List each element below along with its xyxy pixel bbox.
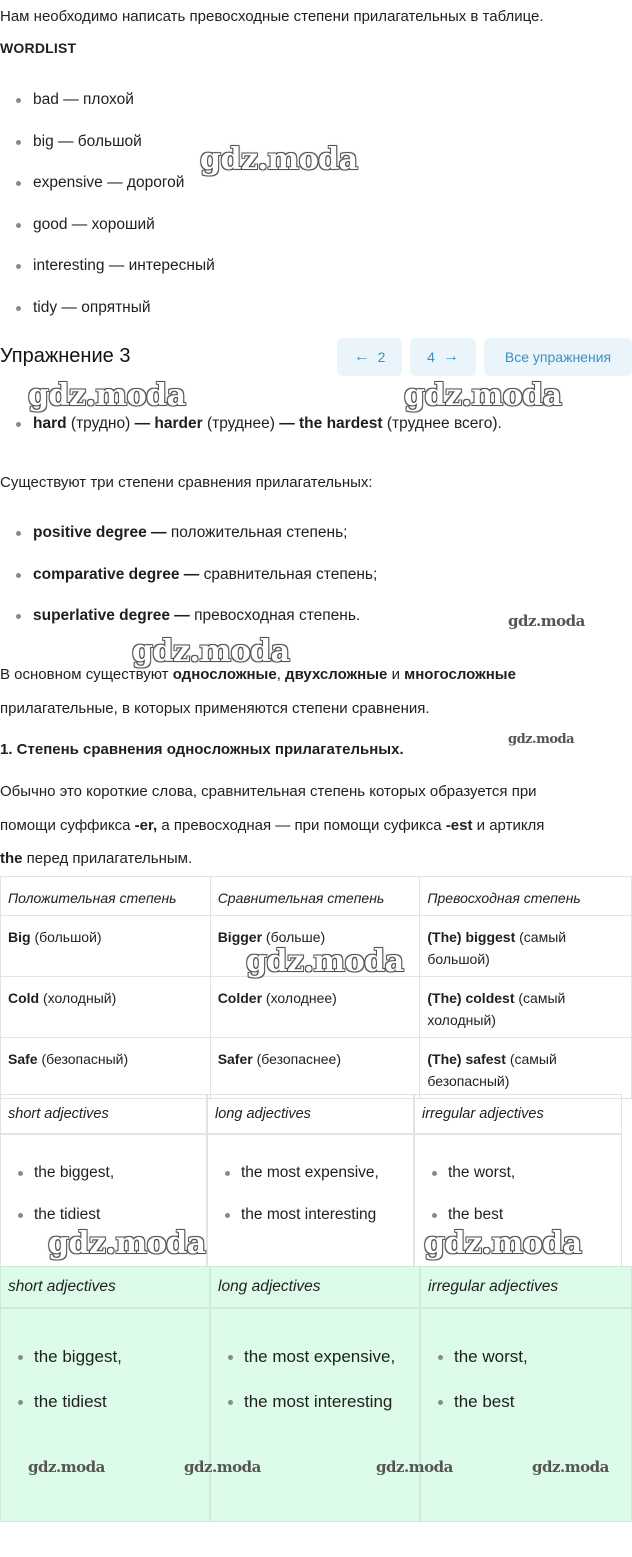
answer-table: [0, 1266, 632, 1522]
next-exercise-button[interactable]: [410, 338, 476, 376]
list-item: tidy — опрятный: [0, 298, 215, 340]
watermark-logo: gdz.moda: [508, 612, 585, 630]
list-item: the tidiest: [8, 1384, 202, 1420]
example-translation: (трудно): [70, 415, 131, 432]
table-cell: Bigger (больше): [210, 916, 420, 977]
example-translation: (труднее): [206, 415, 275, 432]
column-header: Сравнительная степень: [210, 877, 420, 916]
table-cell: Safer (безопаснее): [210, 1038, 420, 1099]
list-item: the biggest,: [8, 1339, 202, 1375]
watermark-logo: gdz.moda: [200, 142, 358, 177]
watermark-logo: gdz.moda: [132, 634, 290, 669]
column-header: short adjectives: [0, 1266, 210, 1308]
wordlist-title: WORDLIST: [0, 40, 77, 56]
arrow-left-icon: ←: [353, 348, 370, 365]
bold-term: двухсложные: [285, 666, 388, 683]
list-item: interesting — интересный: [0, 256, 215, 298]
table-cell: [420, 1308, 632, 1522]
list-item: [0, 606, 377, 648]
all-exercises-button[interactable]: [484, 338, 632, 376]
degree-term: positive degree —: [33, 524, 167, 541]
list-item: the most interesting: [215, 1205, 406, 1247]
wordlist: [0, 90, 215, 340]
watermark-logo: gdz.moda: [28, 1458, 105, 1476]
suffix: -er,: [134, 817, 158, 834]
example-word: the hardest: [299, 415, 383, 432]
list-item: the worst,: [428, 1339, 624, 1375]
example-word: hard: [33, 415, 67, 432]
watermark-logo: gdz.moda: [508, 732, 575, 747]
table-cell: [210, 1308, 420, 1522]
table-cell: (The) safest (самый безопасный): [420, 1038, 632, 1099]
text: помощи суффикса: [0, 817, 131, 834]
prev-exercise-button[interactable]: [337, 338, 402, 376]
watermark-logo: gdz.moda: [246, 944, 404, 979]
table-cell: (The) biggest (самый большой): [420, 916, 632, 977]
column-header: irregular adjectives: [414, 1094, 622, 1134]
intro-text: Нам необходимо написать превосходные степени прилагательных в таблице.: [0, 8, 544, 25]
table-cell: Colder (холоднее): [210, 977, 420, 1038]
bold-term: многосложные: [404, 666, 516, 683]
table-header-row: [1, 877, 632, 916]
column-header: short adjectives: [0, 1094, 207, 1134]
all-exercises-label: Все упражнения: [504, 349, 612, 365]
watermark-logo: gdz.moda: [424, 1226, 582, 1261]
list-item: the most expensive,: [215, 1163, 406, 1205]
list-item: bad — плохой: [0, 90, 215, 132]
table-cell: (The) coldest (самый холодный): [420, 977, 632, 1038]
types-paragraph-line2: прилагательные, в которых применяются степени сравнения.: [0, 700, 430, 717]
column-header: irregular adjectives: [420, 1266, 632, 1308]
rule-line: [0, 849, 192, 869]
degrees-intro: Существуют три степени сравнения прилагательных:: [0, 474, 373, 491]
arrow-right-icon: →: [442, 348, 459, 365]
rule-line: [0, 816, 544, 836]
text: ,: [276, 666, 281, 683]
list-item: the best: [422, 1205, 614, 1247]
suffix: -est: [445, 817, 473, 834]
example-word: harder: [154, 415, 203, 432]
text: перед прилагательным.: [26, 850, 193, 867]
list-item: big — большой: [0, 132, 215, 174]
table-cell: [0, 1308, 210, 1522]
list-item: the most interesting: [218, 1384, 412, 1420]
table-row: [1, 977, 632, 1038]
degree-desc: превосходная степень.: [194, 607, 361, 625]
text: и: [391, 666, 400, 683]
text: и артикля: [476, 817, 545, 834]
comparison-table: [0, 876, 632, 1099]
list-item: the tidiest: [8, 1205, 199, 1247]
list-item: good — хороший: [0, 215, 215, 257]
degree-term: comparative degree —: [33, 565, 200, 583]
column-header: long adjectives: [207, 1094, 414, 1134]
text: а превосходная — при помощи суфикса: [161, 817, 442, 834]
watermark-logo: gdz.moda: [376, 1458, 453, 1476]
rule-line: Обычно это короткие слова, сравнительная степень которых образуется при: [0, 783, 537, 800]
degree-desc: сравнительная степень;: [203, 565, 378, 583]
list-item: [0, 565, 377, 607]
column-header: long adjectives: [210, 1266, 420, 1308]
watermark-logo: gdz.moda: [532, 1458, 609, 1476]
degree-term: superlative degree —: [33, 607, 190, 625]
watermark-logo: gdz.moda: [48, 1226, 206, 1261]
types-paragraph: [0, 665, 516, 685]
table-row: [1, 1038, 632, 1099]
list-item: the worst,: [422, 1163, 614, 1205]
watermark-logo: gdz.moda: [28, 378, 186, 413]
example-list: [0, 414, 502, 456]
next-exercise-label: 4: [427, 349, 435, 365]
list-item: expensive — дорогой: [0, 173, 215, 215]
table-cell: Big (большой): [1, 916, 211, 977]
example-translation: (труднее всего).: [386, 415, 502, 432]
article: the: [0, 850, 23, 867]
table-cell: Cold (холодный): [1, 977, 211, 1038]
prev-exercise-label: 2: [377, 349, 386, 365]
table-row: [1, 916, 632, 977]
bold-term: односложные: [172, 666, 277, 683]
table-cell: Safe (безопасный): [1, 1038, 211, 1099]
watermark-logo: gdz.moda: [404, 378, 562, 413]
column-header: Превосходная степень: [420, 877, 632, 916]
list-item: [0, 523, 377, 565]
list-item: the most expensive,: [218, 1339, 412, 1375]
degree-desc: положительная степень;: [170, 524, 348, 541]
watermark-logo: gdz.moda: [184, 1458, 261, 1476]
exercise-title: Упражнение 3: [0, 345, 131, 367]
list-item: the best: [428, 1384, 624, 1420]
column-header: Положительная степень: [1, 877, 211, 916]
text: В основном существуют: [0, 666, 169, 683]
list-item: hard (трудно) — harder (труднее) — the hardest (труднее всего).: [0, 414, 502, 456]
list-item: the biggest,: [8, 1163, 199, 1205]
section-title: 1. Степень сравнения односложных прилагательных.: [0, 741, 404, 758]
degrees-list: [0, 523, 377, 648]
